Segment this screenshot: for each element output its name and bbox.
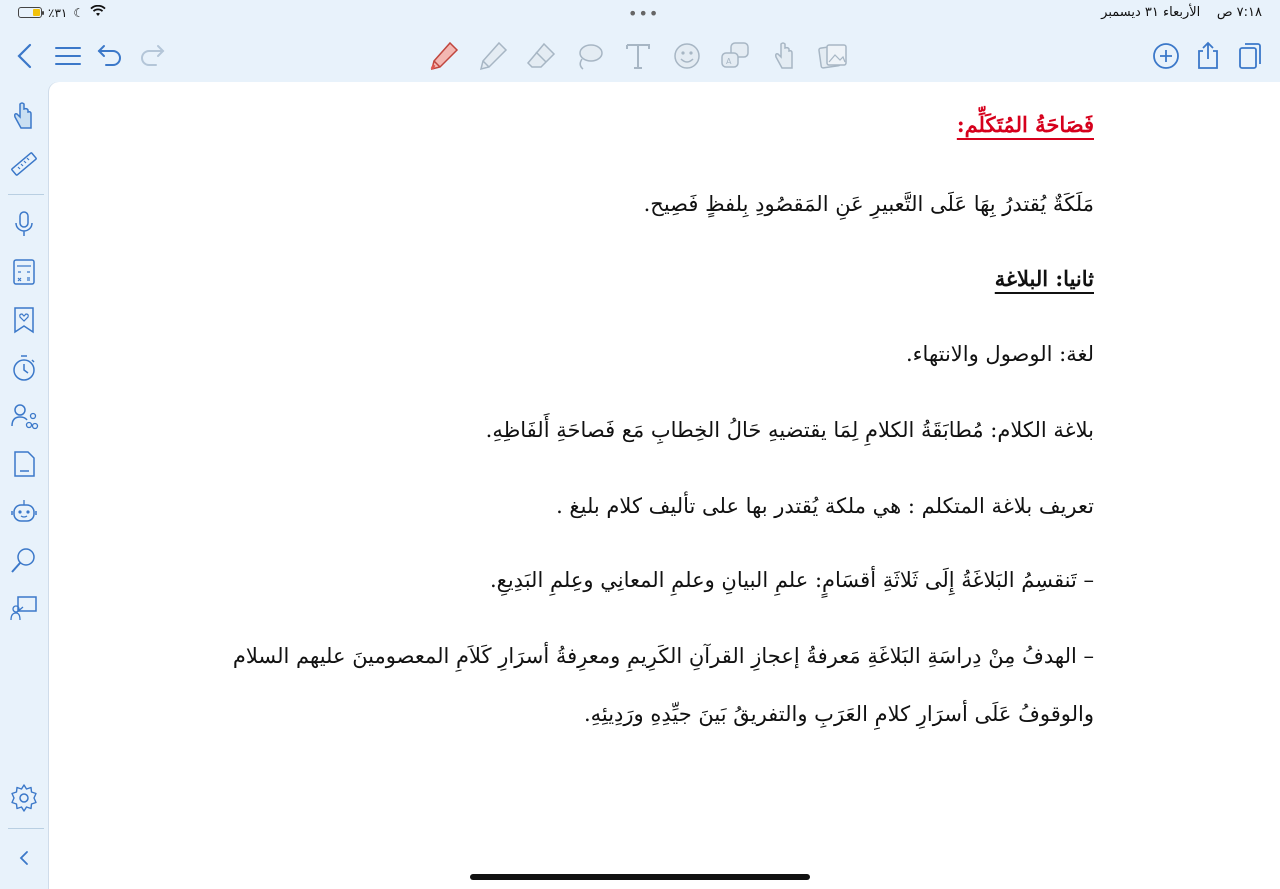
redo-icon[interactable] (134, 38, 170, 74)
paragraph-speech-rhetoric: بلاغة الكلام: مُطابَقَةُ الكلامِ لِمَا يقتضيهِ حَالُ الخِطابِ مَع فَصاحَةِ أَلفَاظِهِ. (485, 418, 1094, 442)
pointer-hand-icon[interactable] (6, 98, 42, 134)
share-icon[interactable] (1190, 38, 1226, 74)
status-indicators (18, 5, 106, 20)
paragraph-speaker-rhetoric: تعريف بلاغة المتكلم : هي ملكة يُقتدر بها على تأليف كلام بليغ . (556, 494, 1094, 518)
pages-icon[interactable] (1232, 38, 1268, 74)
battery-icon (18, 7, 42, 18)
add-icon[interactable] (1148, 38, 1184, 74)
timer-icon[interactable] (6, 350, 42, 386)
paragraph-rhetoric-goal: – الهدفُ مِنْ دِراسَةِ البَلاغَةِ مَعرفةُ إعجازِ القرآنِ الكَرِيمِ ومعرِفةُ أسرَارِ كَلاَمِ المعصومينَ عليهم السلام (232, 644, 1094, 668)
search-icon[interactable] (6, 542, 42, 578)
document-icon[interactable] (6, 446, 42, 482)
ruler-icon[interactable] (6, 146, 42, 182)
lasso-icon[interactable] (572, 38, 608, 74)
assistant-bot-icon[interactable] (6, 494, 42, 530)
pen-icon[interactable] (426, 38, 462, 74)
moon-icon: ☾ (73, 5, 85, 20)
paragraph-rhetoric-goal-continued: والوقوفُ عَلَى أسرَارِ كلامِ العَرَبِ والتفريقُ بَينَ جيِّدِهِ ورَدِيئِهِ. (583, 702, 1094, 726)
home-indicator[interactable] (470, 874, 810, 880)
menu-icon[interactable] (50, 38, 86, 74)
hand-icon[interactable] (767, 38, 803, 74)
text-icon[interactable] (620, 38, 656, 74)
pencil-icon[interactable] (475, 38, 511, 74)
undo-icon[interactable] (92, 38, 128, 74)
microphone-icon[interactable] (6, 206, 42, 242)
svg-text:A: A (726, 57, 732, 66)
paragraph-linguistic-meaning: لغة: الوصول والانتهاء. (906, 342, 1094, 366)
bookmark-heart-icon[interactable] (6, 302, 42, 338)
multitask-dots[interactable]: ••• (628, 4, 660, 23)
heading-speaker-eloquence: فَصَاحَةُ المُتَكَلِّم: (956, 112, 1094, 137)
wifi-icon (90, 5, 106, 20)
definition-speaker-eloquence: مَلَكَةٌ يُقتدرُ بِهَا عَلَى التَّعبيرِ عَنِ المَقصُودِ بِلفظٍ فَصِيح. (643, 192, 1094, 216)
back-icon[interactable] (8, 38, 44, 74)
status-bar (0, 0, 1280, 28)
battery-percent: ٪٣١ (48, 5, 68, 20)
collaborate-icon[interactable] (6, 398, 42, 434)
calculator-icon[interactable] (6, 254, 42, 290)
toolbar (0, 28, 1280, 82)
paragraph-rhetoric-divisions: – تَنقسِمُ البَلاغَةُ إِلَى ثَلاثَةِ أقسَامٍ: علمِ البيانِ وعلمِ المعانِي وعِلمِ البَدِيعِ. (489, 568, 1094, 592)
status-date: الأربعاء ٣١ ديسمبر (1101, 5, 1201, 20)
collapse-icon[interactable] (6, 840, 42, 876)
sticker-icon[interactable] (669, 38, 705, 74)
image-icon[interactable] (815, 38, 851, 74)
translate-icon[interactable] (717, 38, 753, 74)
note-page[interactable] (49, 82, 1280, 889)
status-time: ٧:١٨ ص (1216, 5, 1262, 20)
status-time-date (1101, 5, 1262, 20)
presentation-icon[interactable] (6, 590, 42, 626)
eraser-icon[interactable] (523, 38, 559, 74)
sidebar (0, 82, 48, 889)
heading-rhetoric: ثانيا: البلاغة (994, 266, 1094, 291)
settings-icon[interactable] (6, 780, 42, 816)
